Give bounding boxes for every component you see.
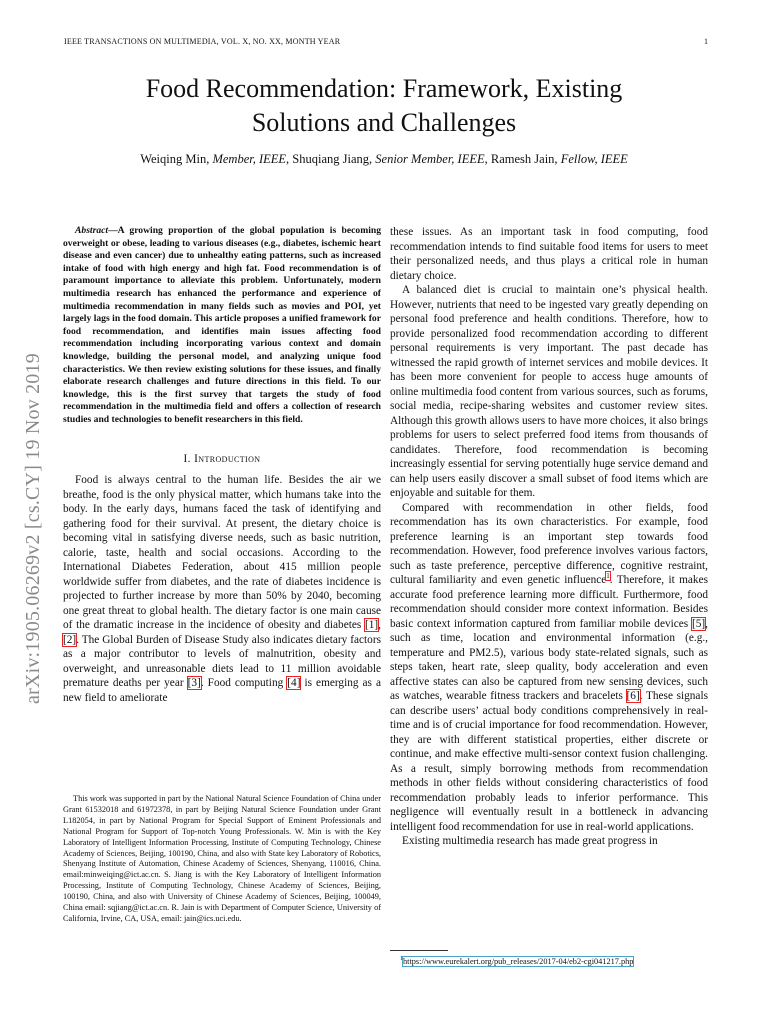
- citation-link[interactable]: [2]: [63, 633, 77, 646]
- text-span: . Therefore, it makes accurate food preference learning more difficult. Furthermore, food recommendation should consider more context information. Besides basic context information captured from familiar mobile devices: [390, 574, 708, 630]
- left-column: [63, 225, 381, 705]
- text-span: Food is always central to the human life. Besides the air we breathe, food is the only physical matter, which humans take into the body. In the early days, humans faced the task of identifying and gathering food for their survival. At present, the dietary choice is becoming vital in satisfying diverse needs, such as basic nutrition, calorie, taste, health and social occasions. According to the International Diabetes Federation, about 415 million people worldwide suffer from diabetes, and the rate of diabetes incidence is projected to further increase by more than 50% by 2040, becoming one great threat to global health. The dietary factor is one main cause of the dramatic increase in the incidence of obesity and diabetes: [63, 474, 381, 631]
- funding-footnote-text: This work was supported in part by the National Natural Science Foundation of China under Grant 61532018 and 61972378, in part by Beijing Natural Science Foundation under Grant L182054, in part by National Program for Special Support of Eminent Professionals and National Program for Support of Top-notch Young Professionals. W. Min is with the Key Laboratory of Intelligent Information Processing, Institute of Computing Technology, Chinese Academy of Sciences, Beijing, 100190, China, and also with State key Laboratory of Robotics, Shenyang Institute of Automation, Chinese Academy of Sciences, Shenyang, 110016, China. email:minweiqing@ict.ac.cn. S. Jiang is with the Key Laboratory of Intelligent Information Processing, Institute of Computing Technology, Chinese Academy of Sciences, Beijing, 100190, China, and also with University of Chinese Academy of Sciences, Beijing, 100049, China email: sqjiang@ict.ac.cn. R. Jain is with Department of Computer Science, University of California, Irvine, CA, USA, email: jain@ics.uci.edu.: [63, 794, 381, 923]
- arxiv-stamp-text: arXiv:1905.06269v2 [cs.CY] 19 Nov 2019: [22, 353, 44, 704]
- arxiv-stamp: [22, 264, 46, 704]
- citation-link[interactable]: [5]: [691, 617, 706, 630]
- footnote-rule: [390, 950, 448, 951]
- text-span: . Food computing: [200, 677, 288, 689]
- page-number: 1: [704, 37, 708, 46]
- text-span: is emerging as a new field to ameliorate: [63, 677, 381, 704]
- url-footnote: [400, 954, 708, 967]
- footnote-url-link[interactable]: https://www.eurekalert.org/pub_releases/2017-04/eb2-cgi041217.php: [403, 956, 634, 966]
- title-line-2: Solutions and Challenges: [251, 108, 517, 137]
- section-heading-introduction: [63, 452, 381, 467]
- author-3-role: Fellow, IEEE: [560, 152, 628, 166]
- paper-title: [70, 72, 698, 140]
- text-span: ,: [378, 619, 381, 631]
- intro-paragraph-continued: these issues. As an important task in food computing, food recommendation intends to find suitable food items for users to meet their personalized needs, and thus plays a critical role in human dietary choice.: [390, 226, 708, 282]
- abstract: [63, 225, 381, 427]
- intro-paragraph-4: Existing multimedia research has made great progress in: [402, 835, 658, 847]
- author-list: [70, 151, 698, 167]
- footnote-mark-link[interactable]: 1: [606, 572, 610, 581]
- author-2-role: Senior Member, IEEE: [375, 152, 485, 166]
- text-span: , such as time, location and environmental information (e.g., temperature and PM2.5), various body state-related signals, such as steps taken, heart rate, sleep quality, body acceleration and even affective states can also be captured from new sensing devices, such as watches, wearable fitness trackers and bracelets: [390, 617, 708, 702]
- author-2-name: , Shuqiang Jiang,: [286, 152, 376, 166]
- funding-footnote: [63, 794, 381, 925]
- abstract-label: Abstract: [75, 225, 109, 236]
- citation-link[interactable]: [4]: [287, 677, 301, 689]
- intro-paragraph-2: A balanced diet is crucial to maintain one’s physical health. However, nutrients that need to be ingested vary greatly depending on personal food preference and health conditions. Therefore, how to provide personalized food recommendation according to different personal requirements is very important. The past decade has witnessed the rapid growth of internet services and mobile devices. It has been more convenient for people to access huge amounts of online multimedia food content from various sources, such as forums, social media, recipe-sharing websites and customer review sites. Although this growth allows users to have more choices, it also brings problems for users to select preferred food items from thousands of candidates. Therefore, food recommendation is becoming increasingly essential for serving potentially huge service demand and can help users easily discover a small subset of food items which are enjoyable and suitable for them.: [390, 284, 708, 499]
- section-title: Introduction: [194, 452, 261, 465]
- text-span: Compared with recommendation in other fields, food recommendation has its own characteristics. For example, food preference learning is an important step towards food recommendation. However, food preference involves various factors, such as taste preference, perceptive difference, cognitive restraint, cultural familiarity and even genetic influence: [390, 501, 708, 586]
- intro-paragraph-1: [63, 473, 381, 705]
- url-footnote-mark: 1: [400, 956, 403, 962]
- author-3-name: , Ramesh Jain,: [484, 152, 561, 166]
- right-column: [390, 225, 708, 849]
- citation-link[interactable]: [1]: [364, 619, 379, 631]
- title-line-1: Food Recommendation: Framework, Existing: [145, 74, 623, 103]
- citation-link[interactable]: [6]: [626, 690, 640, 702]
- author-1-name: Weiqing Min,: [140, 152, 213, 166]
- running-head: IEEE TRANSACTIONS ON MULTIMEDIA, VOL. X, NO. XX, MONTH YEAR: [64, 37, 341, 46]
- text-span: . These signals can describe users’ actual body conditions comprehensively in real-time and is of crucial importance for food recommendation. However, they are with different statistical properties, either discrete or continue, and make effective multi-sensor context fusion challenging. As a result, simply borrowing methods from recommendation methods in other fields without considering characteristics of food recommendation probably leads to inferior performance. This negligence will eventually result in a bottleneck in advancing intelligent food recommendation for use in real-world applications.: [390, 690, 708, 833]
- author-1-role: Member, IEEE: [212, 152, 287, 166]
- section-numeral: I.: [183, 452, 195, 465]
- intro-paragraph-3: [390, 501, 708, 835]
- text-span: . The Global Burden of Disease Study also indicates dietary factors as a major contributor to levels of malnutrition, obesity and overweight, and unreasonable diets lead to 11 million avoidable premature deaths per year: [63, 633, 381, 689]
- citation-link[interactable]: [3]: [187, 677, 201, 689]
- abstract-text: —A growing proportion of the global population is becoming overweight or obese, leading to various diseases (e.g., diabetes, ischemic heart disease and even cancer) due to unhealthy eating patterns, such as increased intake of food with high energy and high fat. Food recommendation is of paramount importance to alleviate this problem. Unfortunately, modern multimedia research has enhanced the performance and experience of multimedia recommendation in many fields such as movies and POI, yet largely lags in the food domain. This article proposes a unified framework for food recommendation, and identifies main issues affecting food recommendation including incorporating various context and domain knowledge, building the personal model, and analyzing unique food characteristics. We then review existing solutions for these issues, and finally elaborate research challenges and future directions in this field. To our knowledge, this is the first survey that targets the study of food recommendation in the multimedia field and offers a collection of research studies and technologies to benefit researchers in this field.: [63, 225, 381, 425]
